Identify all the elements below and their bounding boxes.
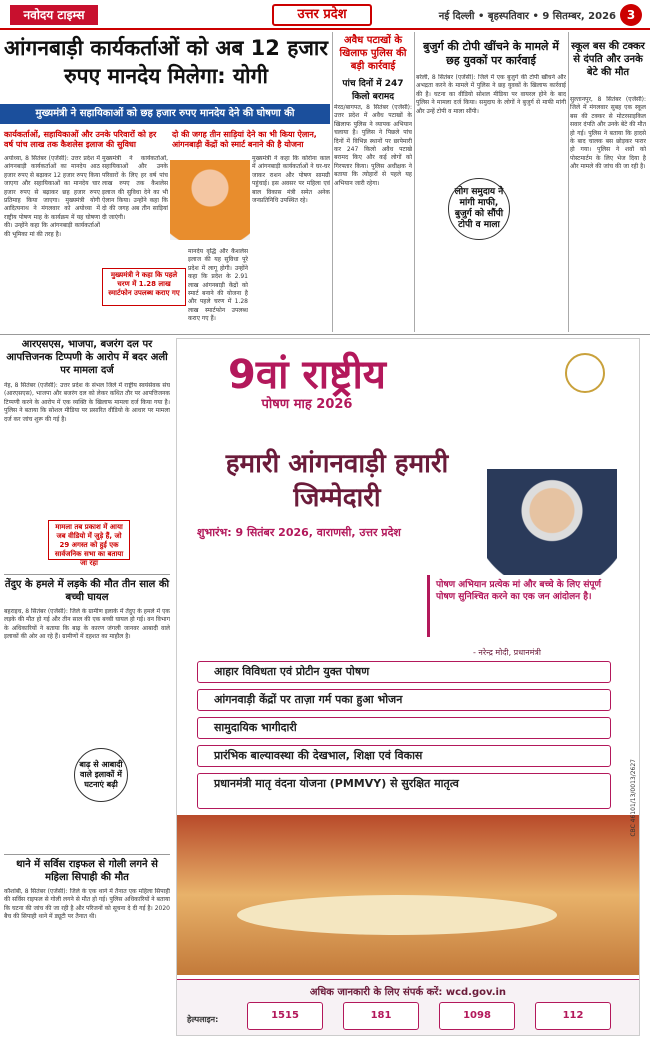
ad-quote: पोषण अभियान प्रत्येक मां और बच्चे के लिए संपूर्ण पोषण सुनिश्चित करने का एक जन आंदोलन है। bbox=[427, 575, 627, 637]
ad-headline: हमारी आंगनवाड़ी हमारी जिम्मेदारी bbox=[225, 449, 449, 513]
story2-subheadline: पांच दिनों में 247 किलो बरामद bbox=[342, 79, 404, 102]
section-rule bbox=[0, 334, 650, 335]
story5-quote-box: मामला तब प्रकाश में आया जब वीडियो में जुड़े हैं, जो 29 अगस्त को हुई एक सार्वजनिक सभा का बताया जा रहा bbox=[48, 520, 130, 560]
ad-title-sub: पोषण माह 2026 bbox=[261, 397, 353, 412]
lead-column-3: मानदेय वृद्धि और कैशलेस इलाज की यह सुविधा पूरे प्रदेश में लागू होगी। उन्होंने कहा कि प्रदेश के 2.91 लाख आंगनबाड़ी केंद्रों को स्मार्ट बनाने की योजना है और पहले चरण में 1.28 लाख स्मार्टफोन उपलब्ध कराए गए हैं। bbox=[188, 248, 248, 323]
ad-contact-info: अधिक जानकारी के लिए संपर्क करें: wcd.gov.in bbox=[309, 987, 507, 998]
story6-body: बहराइच, 8 सितंबर (एजेंसी): जिले के ग्रामीण इलाके में तेंदुए के हमले में एक लड़के की मौत हो गई और तीन साल की एक बच्ची घायल हो गई। वन विभाग के अधिकारियों ने बताया कि बाढ़ के कारण जंगली जानवर आबादी वाले इलाकों की ओर आ रहे हैं। ग्रामीणों में दहशत का माहौल है। bbox=[4, 608, 170, 641]
section-rule bbox=[4, 854, 170, 855]
helpline-number: 112 bbox=[535, 1002, 611, 1030]
ad-title bbox=[197, 353, 417, 413]
column-rule bbox=[414, 32, 415, 332]
lead-column-2: मुख्यमंत्री ने कार्यकर्ताओं, सहायिकाओं और उनके परिवारों के लिए हर वर्ष पांच लाख रुपए तक कैशलेस इलाज की सुविधा देने का भी ऐलान किया। उन्होंने कहा कि दो की जगह अब तीन साड़ियां दी जाएंगी। bbox=[102, 155, 168, 221]
lead-quote-box: मुख्यमंत्री ने कहा कि पहले चरण में 1.28 लाख स्मार्टफोन उपलब्ध कराए गए bbox=[102, 268, 186, 306]
column-rule bbox=[568, 32, 569, 332]
story5-headline: आरएसएस, भाजपा, बजरंग दल पर आपत्तिजनक टिप्पणी के आरोप में बदर अली पर मामला दर्ज bbox=[6, 339, 168, 376]
ad-list-item: प्रधानमंत्री मातृ वंदना योजना (PMMVY) से सुरक्षित मातृत्व bbox=[197, 773, 611, 809]
story4-headline: स्कूल बस की टक्कर से दंपति और उनके बेटे की मौत bbox=[571, 41, 645, 78]
ad-title-main: 9वां राष्ट्रीय bbox=[228, 352, 386, 398]
lead-headline: आंगनबाड़ी कार्यकर्ताओं को अब 12 हजार रुपए मानदेय मिलेगा: योगी bbox=[4, 36, 328, 88]
helpline-number: 181 bbox=[343, 1002, 419, 1030]
ad-list-item: सामुदायिक भागीदारी bbox=[197, 717, 611, 739]
dining-table-shape bbox=[237, 895, 557, 935]
helpline-number: 1515 bbox=[247, 1002, 323, 1030]
helpline-number: 1098 bbox=[439, 1002, 515, 1030]
newspaper-logo: नवोदय टाइम्स bbox=[10, 5, 98, 25]
lead-bullet-2: दो की जगह तीन साड़ियां देने का भी किया ऐलान, आंगनबाड़ी केंद्रों को स्मार्ट बनाने की है योजना bbox=[172, 130, 317, 149]
story3-quote-bubble: लोग समुदाय ने मांगी माफी, बुजुर्ग को सौंपी टोपी व माला bbox=[448, 178, 510, 240]
story6-headline: तेंदुए के हमले में लड़के की मौत तीन साल की बच्ची घायल bbox=[4, 579, 170, 603]
story2-headline: अवैध पटाखों के खिलाफ पुलिस की बड़ी कार्रवाई bbox=[339, 35, 407, 72]
story4-body: सुल्तानपुर, 8 सितंबर (एजेंसी): जिले में मंगलवार सुबह एक स्कूल बस की टक्कर से मोटरसाइकिल सवार दंपति और उनके बेटे की मौत हो गई। पुलिस ने बताया कि हादसे के बाद चालक बस छोड़कर फरार हो गया। पुलिस ने शवों को पोस्टमार्टम के लिए भेज दिया है और मामले की जांच की जा रही है। bbox=[570, 96, 646, 171]
column-rule bbox=[332, 32, 333, 332]
children-eating-photo bbox=[177, 815, 639, 975]
lead-subheadline: मुख्यमंत्री ने सहायिकाओं को छह हजार रुपए मानदेय देने की घोषणा की bbox=[0, 104, 330, 124]
ad-release-code: CBC 46101/13/0013/2627 bbox=[630, 759, 637, 837]
ad-quote-signature: - नरेन्द्र मोदी, प्रधानमंत्री bbox=[473, 648, 541, 657]
national-emblem-icon bbox=[565, 353, 605, 393]
ad-list-item: आंगनवाड़ी केंद्रों पर ताज़ा गर्म पका हुआ भोजन bbox=[197, 689, 611, 711]
lead-column-1: अयोध्या, 8 सितंबर (एजेंसी): उत्तर प्रदेश में आंगनबाड़ी कार्यकर्ताओं का मानदेय आठ हजार रुपए से बढ़ाकर 12 हजार रुपए किया जाएगा और सहायिकाओं का मानदेय चार हजार रुपए से बढ़ाकर छह हजार रुपए प्रतिमाह किया जाएगा। मुख्यमंत्री योगी आदित्यनाथ ने मंगलवार को अयोध्या में राष्ट्रीय पोषण माह के कार्यक्रम में यह घोषणा की। उन्होंने कहा कि आंगनबाड़ी कार्यकर्ताओं की भूमिका मां की तरह है। bbox=[4, 155, 100, 238]
story7-body: कौशांबी, 8 सितंबर (एजेंसी): जिले के एक थाने में तैनात एक महिला सिपाही की सर्विस राइफल से गोली लगने से मौत हो गई। पुलिस अधिकारियों ने बताया कि घटना की जांच की जा रही है और परिजनों को सूचना दे दी गई है। 2020 बैच की सिपाही थाने में ड्यूटी पर तैनात थी। bbox=[4, 888, 170, 921]
section-title: उत्तर प्रदेश bbox=[272, 4, 372, 26]
ad-helpline-label: हेल्पलाइन: bbox=[187, 1015, 219, 1024]
ad-launch-date: शुभारंभ: 9 सितंबर 2026, वाराणसी, उत्तर प्रदेश bbox=[197, 526, 401, 539]
chief-minister-photo bbox=[170, 160, 250, 240]
story6-quote-bubble: बाढ़ से आबादी वाले इलाकों में घटनाएं बढ़ी bbox=[74, 748, 128, 802]
story5-body: नेह, 8 सितंबर (एजेंसी): उत्तर प्रदेश के संभल जिले में राष्ट्रीय स्वयंसेवक संघ (आरएसएस), भाजपा और बजरंग दल को लेकर कथित तौर पर आपत्तिजनक टिप्पणी करने के आरोप में एक व्यक्ति के खिलाफ मामला दर्ज किया गया है। पुलिस ने बताया कि सोशल मीडिया पर प्रसारित वीडियो के आधार पर मामला दर्ज कर जांच शुरू की गई है। bbox=[4, 382, 170, 423]
masthead bbox=[0, 0, 650, 30]
story7-headline: थाने में सर्विस राइफल से गोली लगने से महिला सिपाही की मौत bbox=[16, 859, 158, 883]
lead-bullet-1: कार्यकर्ताओं, सहायिकाओं और उनके परिवारों को हर वर्ष पांच लाख तक कैशलेस इलाज की सुविधा bbox=[4, 130, 157, 149]
story3-body: बरेली, 8 सितंबर (एजेंसी): जिले में एक बुजुर्ग की टोपी खींचने और अभद्रता करने के मामले में पुलिस ने छह युवकों के खिलाफ कार्रवाई की है। घटना का वीडियो सोशल मीडिया पर वायरल होने के बाद पुलिस ने मामला दर्ज किया। समुदाय के लोगों ने बुजुर्ग से माफी मांगी और उन्हें टोपी व माला सौंपी। bbox=[416, 74, 566, 115]
issue-date: नई दिल्ली • बृहस्पतिवार • 9 सितम्बर, 2026 bbox=[438, 11, 616, 22]
ad-footer bbox=[177, 979, 639, 1035]
ad-list-item: प्रारंभिक बाल्यावस्था की देखभाल, शिक्षा एवं विकास bbox=[197, 745, 611, 767]
page-number: 3 bbox=[620, 4, 642, 26]
poshan-maah-advertisement bbox=[176, 338, 640, 1036]
ad-list-item: आहार विविधता एवं प्रोटीन युक्त पोषण bbox=[197, 661, 611, 683]
section-rule bbox=[4, 574, 170, 575]
story3-headline: बुजुर्ग की टोपी खींचने के मामले में छह युवकों पर कार्रवाई bbox=[423, 40, 559, 67]
story2-body: मेरठ/बागपत, 8 सितंबर (एजेंसी): उत्तर प्रदेश में अवैध पटाखों के खिलाफ पुलिस ने व्यापक अभियान चलाया है। पुलिस ने पिछले पांच दिनों में विभिन्न स्थानों पर छापेमारी कर 247 किलो अवैध पटाखे बरामद किए और कई लोगों को गिरफ्तार किया। पुलिस अधीक्षक ने बताया कि त्योहारों से पहले यह अभियान जारी रहेगा। bbox=[334, 104, 412, 187]
lead-column-4: मुख्यमंत्री ने कहा कि कोरोना काल में आंगनबाड़ी कार्यकर्ताओं ने घर-घर जाकर राशन और पोषण सामग्री पहुंचाई। इस अवसर पर महिला एवं बाल विकास मंत्री समेत अनेक जनप्रतिनिधि उपस्थित रहे। bbox=[252, 155, 330, 205]
